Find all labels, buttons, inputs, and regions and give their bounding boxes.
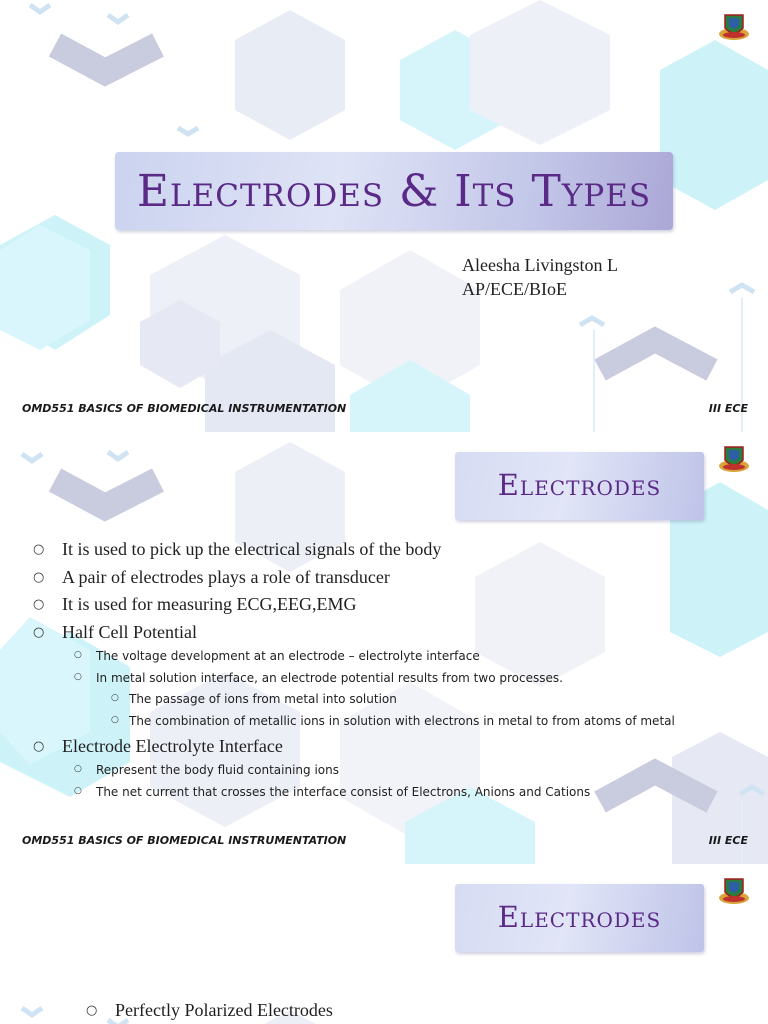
sub-bullet-item: ○ Represent the body fluid containing ions xyxy=(74,763,339,777)
bg-hexagon xyxy=(660,40,768,210)
bg-hexagon xyxy=(475,542,605,687)
bullet-marker: ○ xyxy=(33,542,45,557)
bg-chevron xyxy=(55,45,158,72)
section-title: Electrodes xyxy=(497,468,662,502)
sub-sub-bullet-item: ○ The combination of metallic ions in solution with electrons in metal to from atoms of metal xyxy=(111,714,675,728)
footer-course: OMD551 BASICS OF BIOMEDICAL INSTRUMENTATION xyxy=(22,834,347,847)
bullet-marker: ○ xyxy=(33,597,45,612)
bullet-item: ○ It is used for measuring ECG,EEG,EMG xyxy=(33,594,357,614)
bg-chevron xyxy=(178,128,198,134)
bg-chevron xyxy=(55,480,158,507)
author-block xyxy=(462,253,618,301)
bg-chevron xyxy=(730,285,754,292)
bg-chevron xyxy=(22,454,42,461)
bullet-marker: ○ xyxy=(86,1003,98,1018)
college-crest-icon xyxy=(717,12,751,42)
bullet-marker: ○ xyxy=(33,739,45,754)
sub-bullet-item: ○ The voltage development at an electrode – electrolyte interface xyxy=(74,649,480,663)
college-crest-icon xyxy=(717,876,751,906)
bg-chevron xyxy=(108,452,128,459)
bullet-marker: ○ xyxy=(111,715,119,725)
bullet-marker: ○ xyxy=(74,672,82,682)
bg-chevron xyxy=(580,318,604,325)
college-crest-icon xyxy=(717,444,751,474)
author-name: Aleesha Livingston L xyxy=(462,255,618,275)
bg-chevron xyxy=(22,1008,42,1015)
sub-sub-bullet-item: ○ The passage of ions from metal into solution xyxy=(111,692,397,706)
bullet-marker: ○ xyxy=(74,650,82,660)
bg-chevron xyxy=(30,5,50,12)
bg-hexagon xyxy=(235,10,345,140)
bg-chevron xyxy=(108,15,128,22)
bullet-item: ○ Half Cell Potential xyxy=(33,622,197,642)
section-banner xyxy=(455,884,704,952)
bullet-marker: ○ xyxy=(33,570,45,585)
bullet-marker: ○ xyxy=(33,625,45,640)
slide-title xyxy=(0,0,768,432)
sub-bullet-item: ○ In metal solution interface, an electrode potential results from two processes. xyxy=(74,671,563,685)
slide-electrodes-types xyxy=(0,864,768,1024)
bullet-item: ○ Electrode Electrolyte Interface xyxy=(33,736,283,756)
footer-class: III ECE xyxy=(708,834,748,847)
bullet-item: ○ A pair of electrodes plays a role of transducer xyxy=(33,567,390,587)
sub-bullet-item: ○ The net current that crosses the interface consist of Electrons, Anions and Cations xyxy=(74,785,591,799)
author-role: AP/ECE/BIoE xyxy=(462,279,568,299)
slide-title-text: Electrodes & Its Types xyxy=(136,166,652,217)
bullet-marker: ○ xyxy=(74,786,82,796)
section-title: Electrodes xyxy=(497,900,662,934)
slide-electrodes xyxy=(0,432,768,864)
footer-class: III ECE xyxy=(708,402,748,415)
bullet-marker: ○ xyxy=(74,764,82,774)
bullet-marker: ○ xyxy=(111,693,119,703)
footer-course: OMD551 BASICS OF BIOMEDICAL INSTRUMENTATION xyxy=(22,402,347,415)
section-banner xyxy=(455,452,704,520)
title-banner xyxy=(115,152,673,230)
bullet-item: ○ Perfectly Polarized Electrodes xyxy=(86,1000,333,1020)
bullet-item: ○ It is used to pick up the electrical signals of the body xyxy=(33,539,442,559)
bg-chevron xyxy=(600,340,712,370)
